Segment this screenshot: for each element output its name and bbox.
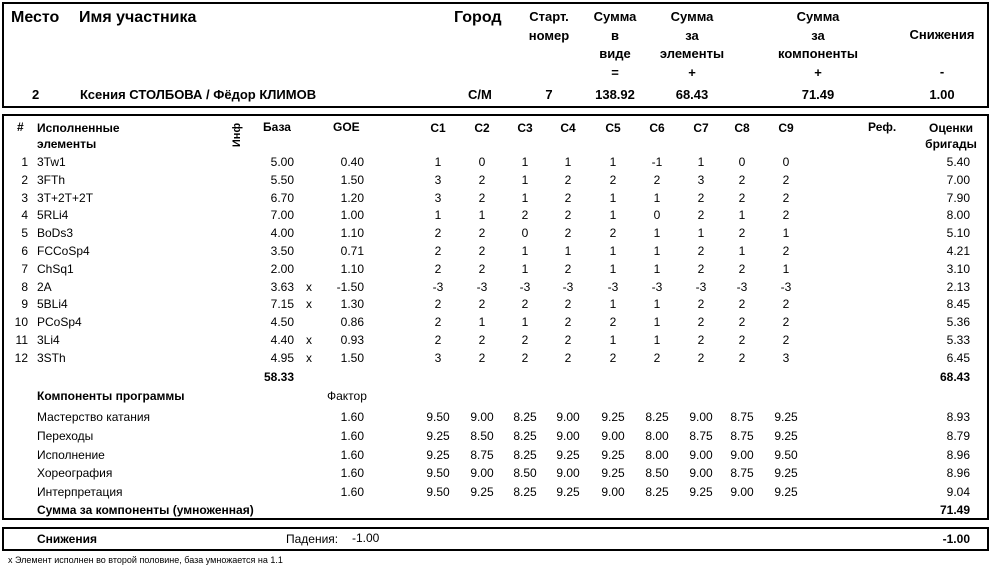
component-judge-score: 8.75 — [730, 428, 754, 443]
judge-score: -3 — [607, 279, 619, 294]
judge-score: -1 — [651, 155, 663, 169]
element-base: 4.50 — [270, 315, 294, 330]
component-factor: 1.60 — [340, 485, 364, 500]
judge-score: 2 — [521, 333, 529, 347]
judge-score: 1 — [697, 226, 705, 241]
component-judge-score: 9.50 — [426, 410, 450, 424]
judge-score: 1 — [609, 297, 617, 312]
judge-score: 2 — [782, 297, 790, 312]
judge-score: 3 — [697, 172, 705, 187]
judge-score: 2 — [434, 333, 442, 347]
component-judge-score: 8.75 — [730, 410, 754, 424]
judge-score: 1 — [564, 155, 572, 169]
component-judge-score: 8.00 — [645, 428, 669, 443]
judge-header: C9 — [778, 121, 794, 135]
element-code: BoDs3 — [37, 226, 74, 241]
component-panel-score: 8.96 — [946, 466, 970, 481]
element-base: 5.00 — [270, 155, 294, 169]
judge-score: 1 — [434, 208, 442, 223]
judge-header: C4 — [560, 121, 576, 135]
component-judge-score: 8.50 — [470, 428, 494, 443]
element-number: 8 — [21, 279, 28, 294]
judge-score: 2 — [564, 297, 572, 312]
judge-score: 2 — [478, 190, 486, 205]
component-name: Хореография — [37, 466, 113, 481]
base-total: 58.33 — [263, 370, 294, 384]
judge-score: 0 — [738, 155, 746, 169]
component-judge-score: 9.00 — [601, 428, 625, 443]
component-judge-score: 9.25 — [470, 485, 494, 500]
col-panel: Оценки бригады — [925, 121, 977, 151]
element-code: FCCoSp4 — [37, 244, 90, 258]
judge-score: -3 — [651, 279, 663, 294]
component-name: Исполнение — [37, 447, 105, 462]
judge-score: 1 — [609, 208, 617, 223]
element-base: 6.70 — [270, 190, 294, 205]
judge-score: 2 — [434, 226, 442, 241]
judge-score: 0 — [521, 226, 529, 241]
component-judge-score: 9.50 — [426, 466, 450, 481]
component-judge-score: 9.25 — [426, 428, 450, 443]
element-panel-score: 2.13 — [946, 279, 970, 294]
element-number: 2 — [21, 172, 28, 187]
component-name: Интерпретация — [37, 485, 123, 500]
judge-score: 1 — [609, 244, 617, 258]
component-judge-score: 9.00 — [730, 485, 754, 500]
judge-score: 1 — [782, 261, 790, 276]
judge-score: 1 — [521, 244, 529, 258]
judge-score: 1 — [653, 244, 661, 258]
col-elements: Исполненные элементы — [37, 121, 120, 151]
judge-score: 1 — [564, 244, 572, 258]
judge-score: 2 — [697, 190, 705, 205]
judge-score: 2 — [697, 350, 705, 365]
judge-header: C5 — [605, 121, 621, 135]
element-code: 3T+2T+2T — [37, 190, 94, 205]
component-judge-score: 9.25 — [556, 447, 580, 462]
component-judge-score: 8.50 — [645, 466, 669, 481]
judge-score: 2 — [521, 297, 529, 312]
element-goe: 1.10 — [340, 226, 364, 241]
judge-header: C6 — [649, 121, 665, 135]
judge-score: 2 — [738, 190, 746, 205]
header-name: Имя участника — [79, 9, 197, 26]
element-panel-score: 4.21 — [946, 244, 970, 258]
judge-score: 3 — [434, 350, 442, 365]
judge-score: -3 — [476, 279, 488, 294]
judge-score: 2 — [564, 208, 572, 223]
component-judge-score: 8.75 — [470, 447, 494, 462]
element-goe: 1.20 — [340, 190, 364, 205]
component-judge-score: 8.25 — [513, 447, 537, 462]
element-number: 11 — [15, 333, 28, 347]
header-place: Место — [11, 9, 60, 26]
element-goe: 1.30 — [340, 297, 364, 312]
judge-score: 2 — [478, 297, 486, 312]
judge-score: 1 — [521, 190, 529, 205]
element-info: x — [306, 279, 312, 294]
judge-score: 2 — [738, 350, 746, 365]
components-total: 71.49 — [939, 503, 970, 517]
element-panel-score: 6.45 — [946, 350, 970, 365]
judge-header: C7 — [693, 121, 709, 135]
element-goe: 1.00 — [340, 208, 364, 223]
component-judge-score: 9.00 — [470, 410, 494, 424]
falls-label: Падения: — [286, 532, 339, 546]
judge-score: 1 — [434, 155, 442, 169]
component-judge-score: 9.50 — [774, 447, 798, 462]
judge-score: 2 — [738, 297, 746, 312]
element-code: 3Tw1 — [37, 155, 66, 169]
judge-score: 2 — [478, 261, 486, 276]
judge-score: 1 — [521, 155, 529, 169]
judge-score: 1 — [478, 315, 486, 330]
header-pcs: Сумма за компоненты + — [778, 9, 858, 80]
judge-score: 1 — [478, 208, 486, 223]
judge-score: 2 — [738, 172, 746, 187]
factor-label: Фактор — [327, 389, 367, 403]
judge-score: 2 — [564, 226, 572, 241]
judge-score: 1 — [653, 226, 661, 241]
component-judge-score: 8.25 — [513, 410, 537, 424]
judge-header: C2 — [474, 121, 490, 135]
component-judge-score: 8.25 — [645, 485, 669, 500]
element-info: x — [306, 333, 312, 347]
component-factor: 1.60 — [340, 428, 364, 443]
skater-tes: 68.43 — [675, 87, 709, 102]
judge-score: 0 — [478, 155, 486, 169]
judge-score: 2 — [782, 190, 790, 205]
component-judge-score: 9.00 — [470, 466, 494, 481]
component-judge-score: 9.25 — [774, 428, 798, 443]
judge-score: 0 — [782, 155, 790, 169]
judge-score: 3 — [434, 190, 442, 205]
component-name: Переходы — [37, 428, 94, 443]
judge-header: C1 — [430, 121, 446, 135]
judge-score: 2 — [738, 333, 746, 347]
footnote: x Элемент исполнен во второй половине, база умножается на 1.1 — [8, 555, 283, 565]
judge-score: 2 — [782, 315, 790, 330]
component-judge-score: 9.50 — [426, 485, 450, 500]
element-code: 3FTh — [37, 172, 66, 187]
element-panel-score: 5.33 — [946, 333, 970, 347]
judge-score: 1 — [521, 172, 529, 187]
judge-score: 2 — [434, 261, 442, 276]
element-base: 5.50 — [270, 172, 294, 187]
element-info: x — [306, 350, 312, 365]
element-panel-score: 5.10 — [946, 226, 970, 241]
judge-score: 2 — [738, 315, 746, 330]
component-judge-score: 9.25 — [774, 485, 798, 500]
judge-score: 0 — [653, 208, 661, 223]
judge-score: 2 — [609, 172, 617, 187]
element-number: 5 — [21, 226, 28, 241]
judge-score: 2 — [697, 297, 705, 312]
component-panel-score: 8.93 — [946, 410, 970, 424]
element-goe: 0.71 — [340, 244, 364, 258]
component-judge-score: 9.25 — [601, 410, 625, 424]
component-judge-score: 8.75 — [689, 428, 713, 443]
element-panel-score: 8.45 — [946, 297, 970, 312]
judge-score: -3 — [519, 279, 531, 294]
judge-header: C8 — [734, 121, 750, 135]
skater-city: С/М — [468, 87, 492, 102]
component-judge-score: 9.25 — [689, 485, 713, 500]
element-panel-score: 8.00 — [946, 208, 970, 223]
component-name: Мастерство катания — [37, 410, 151, 424]
col-base: База — [263, 120, 291, 134]
deductions-total: -1.00 — [942, 532, 970, 546]
judge-score: 1 — [653, 297, 661, 312]
deductions-box — [2, 527, 989, 551]
judge-score: 2 — [434, 315, 442, 330]
judge-score: 1 — [609, 190, 617, 205]
judge-score: 2 — [521, 350, 529, 365]
judge-score: 1 — [609, 155, 617, 169]
judge-score: -3 — [695, 279, 707, 294]
judge-score: -3 — [780, 279, 792, 294]
judge-score: 2 — [697, 244, 705, 258]
element-number: 7 — [21, 261, 28, 276]
element-number: 1 — [21, 155, 28, 169]
col-info: Инф — [231, 122, 243, 148]
element-panel-score: 3.10 — [946, 261, 970, 276]
element-panel-score: 5.36 — [946, 315, 970, 330]
element-base: 2.00 — [270, 261, 294, 276]
judge-score: 2 — [564, 333, 572, 347]
element-panel-score: 5.40 — [946, 155, 970, 169]
component-judge-score: 9.25 — [601, 447, 625, 462]
judge-score: 2 — [564, 315, 572, 330]
component-panel-score: 8.79 — [946, 428, 970, 443]
judge-score: 1 — [653, 190, 661, 205]
judge-score: 3 — [434, 172, 442, 187]
components-header: Компоненты программы — [37, 389, 185, 403]
header-start-number: Старт. номер — [528, 9, 570, 43]
judge-score: 2 — [697, 208, 705, 223]
component-factor: 1.60 — [340, 466, 364, 481]
judge-score: -3 — [736, 279, 748, 294]
element-goe: 1.50 — [340, 350, 364, 365]
element-goe: 1.10 — [340, 261, 364, 276]
judge-score: 2 — [521, 208, 529, 223]
judge-score: 2 — [697, 333, 705, 347]
judge-score: 2 — [564, 350, 572, 365]
judge-score: 2 — [782, 244, 790, 258]
element-info: x — [306, 297, 312, 312]
element-goe: 1.50 — [340, 172, 364, 187]
element-goe: 0.86 — [340, 315, 364, 330]
header-deductions: Снижения - — [909, 27, 975, 79]
col-num: # — [17, 120, 24, 134]
judge-score: 1 — [738, 244, 746, 258]
judge-score: 2 — [782, 172, 790, 187]
component-judge-score: 8.25 — [513, 428, 537, 443]
element-goe: 0.40 — [340, 155, 364, 169]
judge-score: 2 — [478, 244, 486, 258]
judge-score: 1 — [653, 261, 661, 276]
component-judge-score: 9.25 — [774, 410, 798, 424]
component-judge-score: 8.25 — [645, 410, 669, 424]
component-judge-score: 8.25 — [513, 485, 537, 500]
judge-score: 2 — [434, 244, 442, 258]
element-base: 4.95 — [270, 350, 294, 365]
element-base: 3.50 — [270, 244, 294, 258]
judge-score: 1 — [653, 315, 661, 330]
skater-pcs: 71.49 — [801, 87, 835, 102]
skater-name: Ксения СТОЛБОВА / Фёдор КЛИМОВ — [80, 87, 317, 102]
element-code: 5RLi4 — [37, 208, 69, 223]
element-number: 9 — [21, 297, 28, 312]
judge-score: 1 — [653, 333, 661, 347]
component-judge-score: 9.00 — [730, 447, 754, 462]
component-judge-score: 9.00 — [689, 410, 713, 424]
header-city: Город — [454, 9, 502, 26]
judge-score: 2 — [738, 226, 746, 241]
col-ref: Реф. — [868, 120, 897, 134]
judge-score: 2 — [609, 315, 617, 330]
element-goe: -1.50 — [336, 279, 364, 294]
element-code: 3Li4 — [37, 333, 60, 347]
element-base: 7.15 — [270, 297, 294, 312]
element-number: 12 — [14, 350, 28, 365]
judge-score: 2 — [697, 315, 705, 330]
component-judge-score: 8.00 — [645, 447, 669, 462]
component-panel-score: 8.96 — [946, 447, 970, 462]
skater-place: 2 — [32, 87, 40, 102]
component-judge-score: 9.25 — [774, 466, 798, 481]
component-factor: 1.60 — [340, 410, 364, 424]
component-judge-score: 8.75 — [730, 466, 754, 481]
element-code: PCoSp4 — [37, 315, 82, 330]
header-total-score: Сумма в виде = — [593, 9, 637, 80]
deductions-label: Снижения — [37, 532, 97, 546]
judge-score: 2 — [434, 297, 442, 312]
judge-score: 1 — [521, 261, 529, 276]
element-base: 3.63 — [270, 279, 294, 294]
component-judge-score: 9.25 — [556, 485, 580, 500]
element-base: 4.40 — [270, 333, 294, 347]
component-judge-score: 9.25 — [426, 447, 450, 462]
element-number: 4 — [21, 208, 28, 223]
component-judge-score: 9.00 — [556, 410, 580, 424]
judge-score: 2 — [478, 226, 486, 241]
judge-score: 2 — [653, 350, 661, 365]
falls-value: -1.00 — [352, 531, 380, 545]
skater-start-number: 7 — [545, 87, 553, 102]
col-goe: GOE — [333, 120, 360, 134]
judge-score: 2 — [782, 208, 790, 223]
judge-score: 1 — [738, 208, 746, 223]
element-code: 2A — [37, 279, 52, 294]
judge-score: -3 — [562, 279, 574, 294]
judge-score: 2 — [653, 172, 661, 187]
judge-score: 2 — [564, 172, 572, 187]
skater-total-score: 138.92 — [595, 87, 635, 102]
judge-score: 2 — [478, 350, 486, 365]
judge-score: -3 — [432, 279, 444, 294]
skater-deductions: 1.00 — [929, 87, 955, 102]
element-number: 10 — [14, 315, 28, 330]
element-panel-score: 7.00 — [946, 172, 970, 187]
components-total-label: Сумма за компоненты (умноженная) — [37, 503, 254, 517]
component-judge-score: 9.00 — [689, 447, 713, 462]
component-panel-score: 9.04 — [946, 485, 970, 500]
judge-score: 2 — [697, 261, 705, 276]
header-tes: Сумма за элементы + — [659, 9, 725, 80]
element-number: 3 — [21, 190, 28, 205]
element-code: 3STh — [37, 350, 66, 365]
judge-score: 1 — [697, 155, 705, 169]
element-goe: 0.93 — [340, 333, 364, 347]
elements-total: 68.43 — [939, 370, 970, 384]
judge-score: 1 — [521, 315, 529, 330]
judge-score: 1 — [609, 333, 617, 347]
component-judge-score: 9.00 — [689, 466, 713, 481]
element-code: 5BLi4 — [37, 297, 68, 312]
judge-score: 1 — [782, 226, 790, 241]
judge-score: 2 — [738, 261, 746, 276]
judge-score: 1 — [609, 261, 617, 276]
judge-score: 2 — [609, 226, 617, 241]
judge-score: 2 — [609, 350, 617, 365]
component-judge-score: 8.50 — [513, 466, 537, 481]
element-number: 6 — [21, 244, 28, 258]
judge-score: 2 — [564, 261, 572, 276]
element-base: 4.00 — [270, 226, 294, 241]
judge-score: 2 — [478, 172, 486, 187]
component-factor: 1.60 — [340, 447, 364, 462]
component-judge-score: 9.00 — [556, 428, 580, 443]
judge-score: 2 — [478, 333, 486, 347]
element-base: 7.00 — [270, 208, 294, 223]
judge-score: 2 — [564, 190, 572, 205]
element-panel-score: 7.90 — [946, 190, 970, 205]
component-judge-score: 9.00 — [556, 466, 580, 481]
judge-score: 2 — [782, 333, 790, 347]
element-code: ChSq1 — [37, 261, 74, 276]
component-judge-score: 9.25 — [601, 466, 625, 481]
judge-score: 3 — [782, 350, 790, 365]
component-judge-score: 9.00 — [601, 485, 625, 500]
judge-header: C3 — [517, 121, 533, 135]
